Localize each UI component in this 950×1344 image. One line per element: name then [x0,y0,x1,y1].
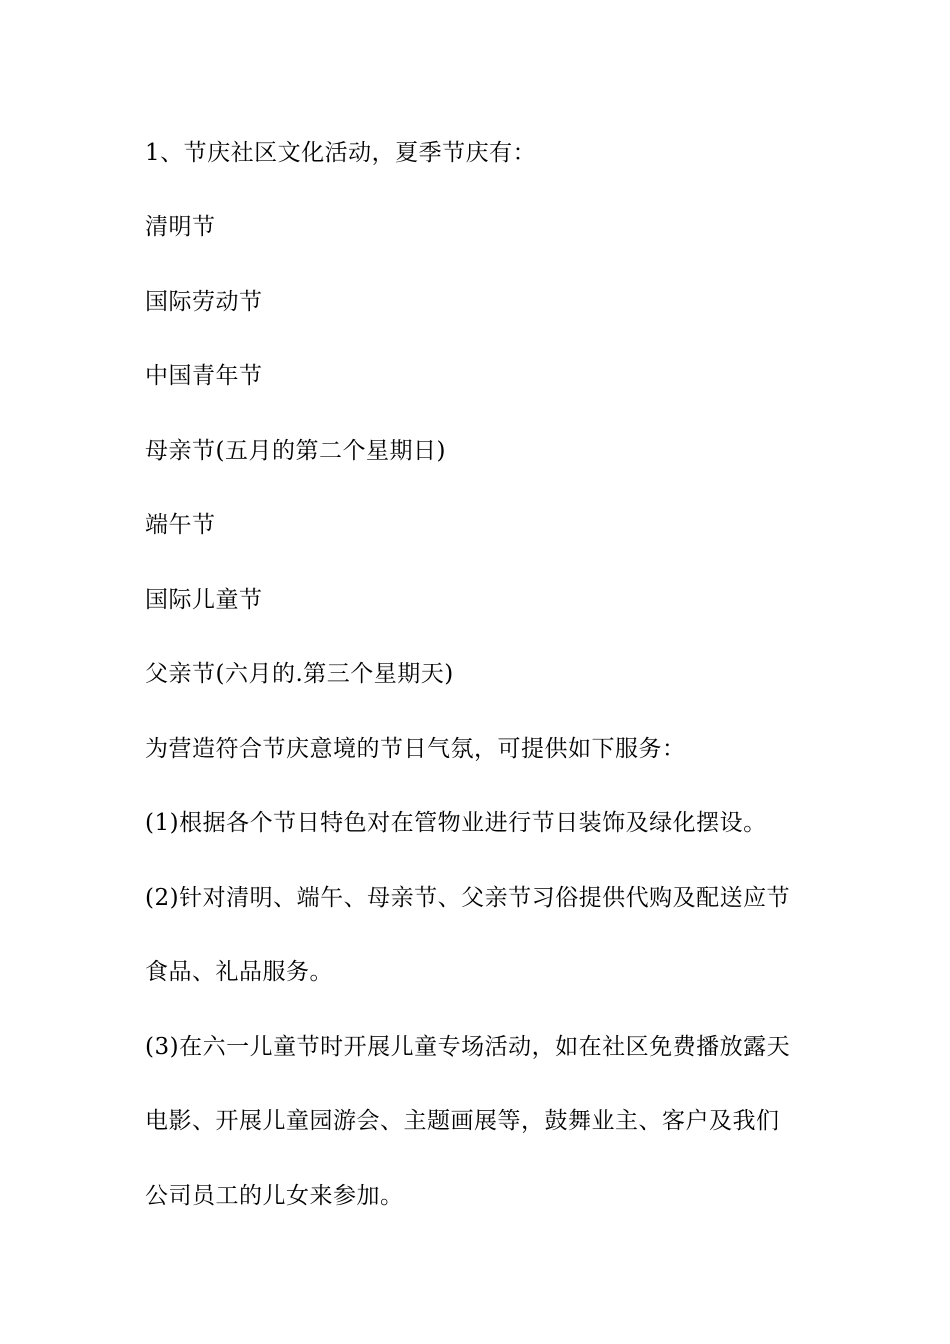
service-item-2-line-2: 食品、礼品服务。 [145,959,333,985]
festival-item-labour-day: 国际劳动节 [145,289,263,315]
service-item-2-line-1: (2)针对清明、端午、母亲节、父亲节习俗提供代购及配送应节 [145,885,791,911]
festival-item-childrens-day: 国际儿童节 [145,587,263,613]
festival-item-youth-day: 中国青年节 [145,363,263,389]
festival-item-mothers-day: 母亲节(五月的第二个星期日) [145,438,446,464]
service-item-3-line-1: (3)在六一儿童节时开展儿童专场活动，如在社区免费播放露天 [145,1034,791,1060]
section-heading-festival-activities: 1、节庆社区文化活动，夏季节庆有： [145,140,537,166]
service-item-1: (1)根据各个节日特色对在管物业进行节日装饰及绿化摆设。 [145,810,767,836]
festival-item-dragon-boat: 端午节 [145,512,216,538]
services-intro: 为营造符合节庆意境的节日气氛，可提供如下服务： [145,736,686,762]
service-item-3-line-2: 电影、开展儿童园游会、主题画展等，鼓舞业主、客户及我们 [145,1108,780,1134]
service-item-3-line-3: 公司员工的儿女来参加。 [145,1183,404,1209]
festival-item-fathers-day: 父亲节(六月的.第三个星期天) [145,661,454,687]
festival-item-qingming: 清明节 [145,214,216,240]
